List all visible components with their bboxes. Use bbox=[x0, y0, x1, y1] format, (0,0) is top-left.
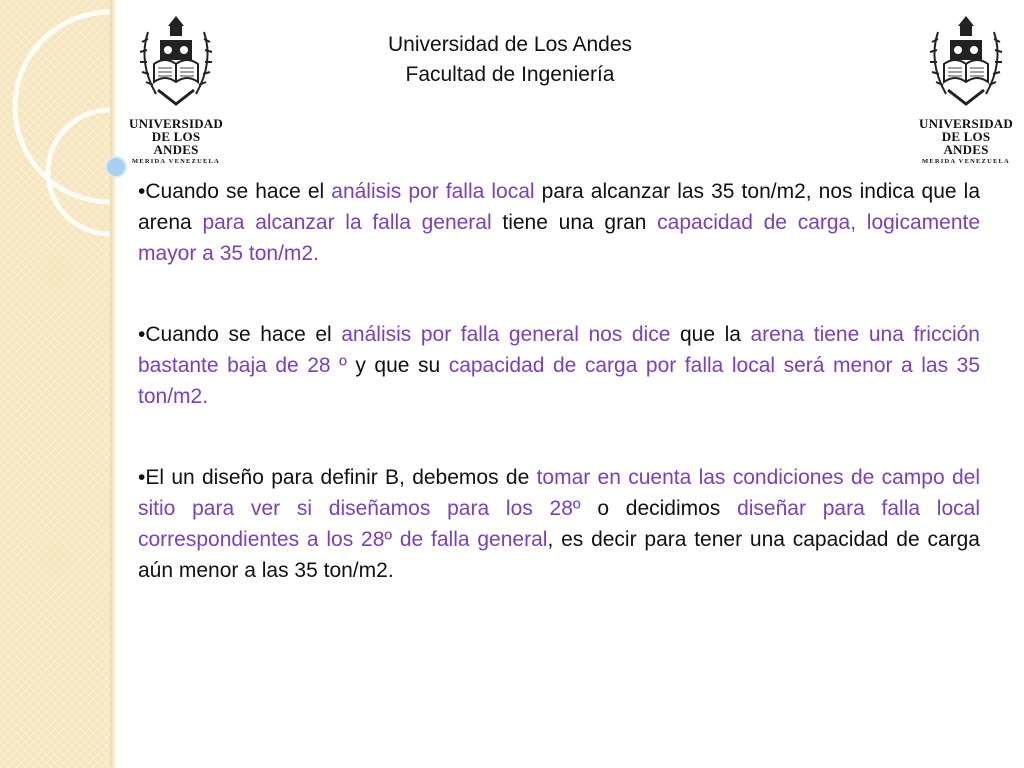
text-segment: tiene una gran bbox=[491, 211, 658, 234]
text-segment: •Cuando se hace el bbox=[138, 180, 332, 203]
university-crest-icon bbox=[128, 12, 224, 112]
bullet-paragraph bbox=[138, 462, 980, 586]
logo-name-line2: DE LOS ANDES bbox=[151, 129, 201, 157]
text-segment: o decidimos bbox=[580, 497, 738, 520]
header-faculty: Facultad de Ingeniería bbox=[405, 63, 615, 86]
outer-arc bbox=[15, 12, 110, 202]
highlighted-segment: arena tiene una fricción bastante baja de 28 º bbox=[138, 323, 980, 377]
highlighted-segment: análisis por falla general nos dice bbox=[341, 323, 671, 346]
logo-name-line2: DE LOS ANDES bbox=[941, 129, 991, 157]
logo-location: MERIDA VENEZUELA bbox=[922, 158, 1010, 165]
text-segment: para alcanzar las 35 ton/m2, nos indica que la arena bbox=[138, 180, 980, 234]
logo-name-line1: UNIVERSIDAD bbox=[129, 116, 223, 131]
text-segment: •Cuando se hace el bbox=[138, 323, 342, 346]
text-segment: que la bbox=[670, 323, 751, 346]
header-university: Universidad de Los Andes bbox=[388, 33, 632, 56]
bullet-paragraph bbox=[138, 176, 980, 269]
blue-dot-icon bbox=[106, 157, 126, 177]
logo-name-line1: UNIVERSIDAD bbox=[919, 116, 1013, 131]
text-segment: , es decir para tener una capacidad de carga aún menor a las 35 ton/m2. bbox=[138, 528, 980, 582]
highlighted-segment: para alcanzar la falla general bbox=[202, 211, 492, 234]
inner-arc bbox=[48, 110, 110, 234]
bullet-paragraph bbox=[138, 319, 980, 412]
logo-location: MERIDA VENEZUELA bbox=[132, 158, 220, 165]
text-segment: •El un diseño para definir B, debemos de bbox=[138, 466, 537, 489]
university-logo-left bbox=[128, 12, 224, 165]
highlighted-segment: análisis por falla local bbox=[331, 180, 535, 203]
text-segment: y que su bbox=[346, 354, 449, 377]
university-crest-icon bbox=[918, 12, 1014, 112]
highlighted-segment: tomar en cuenta las condiciones de campo del sitio para ver si diseñamos para los 28º bbox=[138, 466, 980, 520]
highlighted-segment: diseñar para falla local correspondientes a los 28º de falla general bbox=[138, 497, 980, 551]
highlighted-segment: capacidad de carga por falla local será menor a las 35 ton/m2. bbox=[138, 354, 980, 408]
university-logo-right bbox=[918, 12, 1014, 165]
highlighted-segment: capacidad de carga, logicamente mayor a 35 ton/m2. bbox=[138, 211, 981, 265]
slide-header bbox=[330, 30, 690, 90]
slide-body bbox=[138, 176, 980, 636]
